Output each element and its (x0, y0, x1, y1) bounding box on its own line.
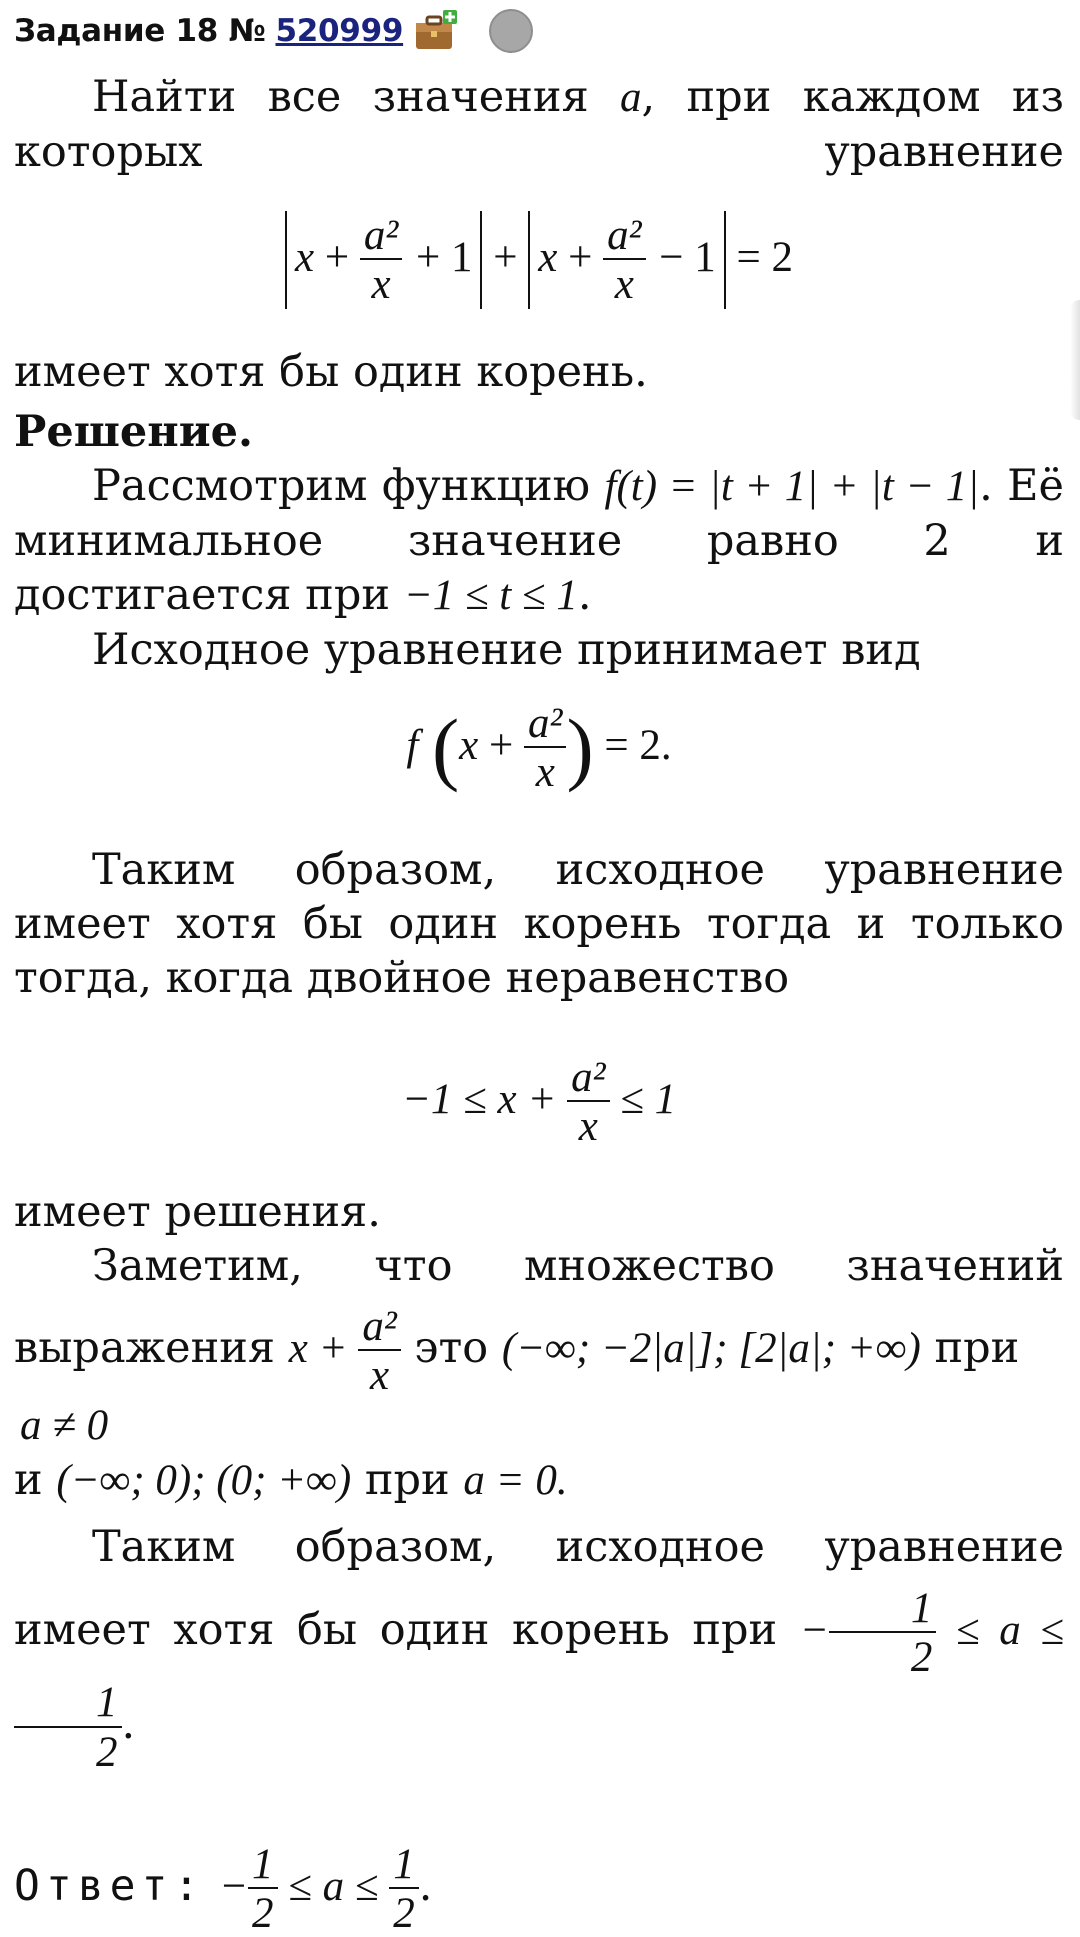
solution-paragraph-5: Заметим, что множество значений (92, 1241, 1064, 1291)
answer-line: Ответ: − $\frac{1}{2}$ ≤ a ≤ $\frac{1}{2}$ . (14, 1840, 433, 1937)
edge-scroll-indicator (1070, 300, 1080, 420)
solution-paragraph-5-expr: выражения x + $\frac{\text{a²}}{x}$ это (−∞; −2|a|]; [2|a|; +∞) при (14, 1302, 1020, 1399)
briefcase-add-icon[interactable] (413, 9, 459, 53)
task-header (14, 6, 533, 56)
solution-paragraph-1: Рассмотрим функцию f(t) = |t + 1| + |t − 1|. Её минимальное значение равно 2 и достигается при −1 ≤ t ≤ 1. (14, 461, 1064, 620)
solution-paragraph-7: Таким образом, исходное уравнение имеет хотя бы один корень при − $\frac{1}{2}$ ≤ a ≤ $\frac{1}{2}$ . (14, 1522, 1064, 1776)
solution-heading: Решение. (14, 407, 253, 457)
double-inequality: −1 ≤ x + $\frac{\text{a²}}{x}$ ≤ 1 (401, 1054, 677, 1151)
solution-paragraph-3: Таким образом, исходное уравнение имеет хотя бы один корень тогда и только тогда, когда двойное неравенство (14, 845, 1064, 1003)
problem-text-end: имеет хотя бы один корень. (14, 347, 648, 397)
task-number-link[interactable]: 520999 (275, 13, 404, 49)
grey-circle-icon[interactable] (489, 9, 533, 53)
answer-label: Ответ: (14, 1860, 206, 1911)
solution-paragraph-6: и (−∞; 0); (0; +∞) при a = 0. (14, 1455, 568, 1506)
problem-equation: x + $\frac{\text{a²}}{x}$ + 1 + x + $\frac{\text{a²}}{x}$ − 1 = 2 (14, 211, 1064, 321)
solution-paragraph-5-cond: a ≠ 0 (20, 1402, 109, 1450)
task-content (14, 60, 1064, 1936)
solution-paragraph-4: имеет решения. (14, 1187, 381, 1237)
equation-f: f (x + $\frac{\text{a²}}{x}$ ) = 2. (406, 700, 672, 797)
task-label: Задание 18 № (14, 13, 266, 49)
solution-paragraph-2: Исходное уравнение принимает вид (92, 625, 921, 675)
problem-text: Найти все значения a, при каждом из которых уравнение (14, 72, 1065, 177)
